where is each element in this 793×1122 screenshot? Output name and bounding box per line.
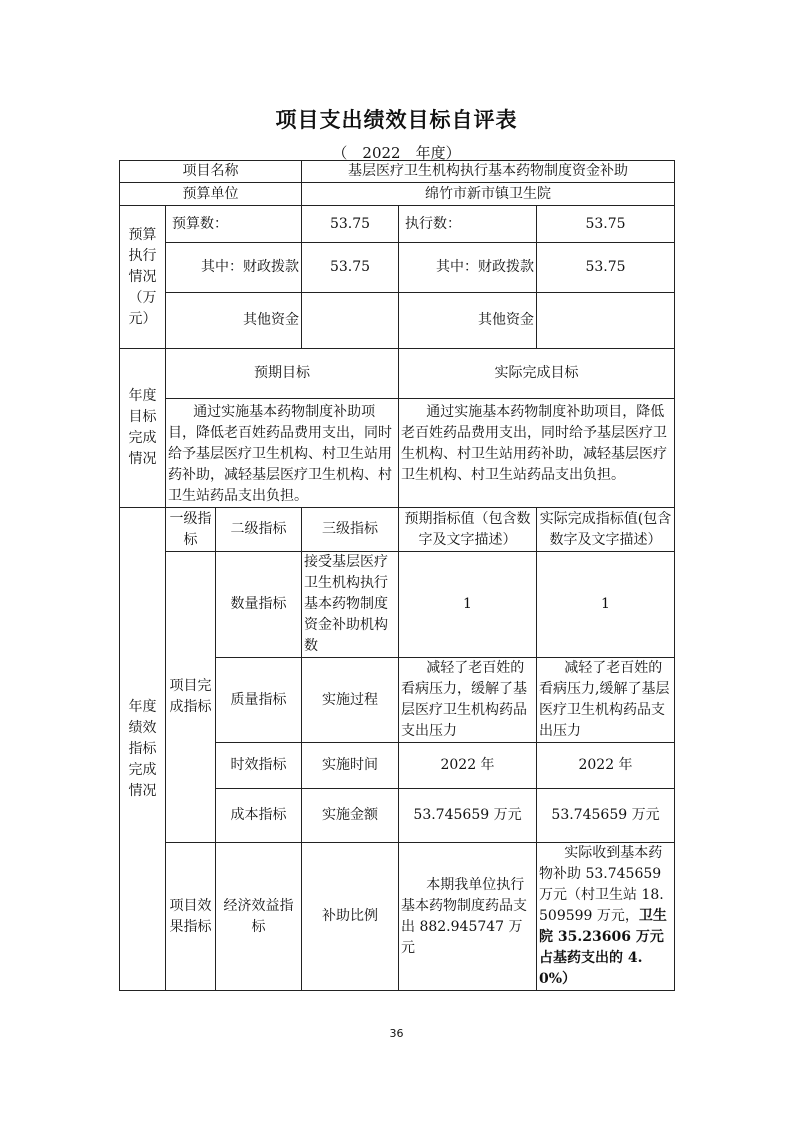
other-funds-exec-value bbox=[537, 293, 675, 349]
project-name-label: 项目名称 bbox=[120, 161, 302, 183]
row-timeliness-actual: 2022 年 bbox=[537, 743, 675, 789]
expected-goal-text: 通过实施基本药物制度补助项目，降低老百姓药品费用支出，同时给予基层医疗卫生机构、村卫生站用药补助，减轻基层医疗卫生机构、村卫生站药品支出负担。 bbox=[166, 399, 399, 508]
row-economic-expected: 本期我单位执行基本药物制度药品支出 882.945747 万元 bbox=[399, 843, 537, 991]
row-economic-actual-part1: 实际收到基本药物补助 53.745659 万元（村卫生站 18.509599 万元， bbox=[539, 845, 664, 924]
budget-amount-label: 预算数： bbox=[166, 206, 302, 243]
row-economic-actual-part2: 卫生院 35.23606 万元占基药支出的 4.0%） bbox=[539, 908, 667, 987]
output-indicator-label: 项目完成指标 bbox=[166, 552, 216, 843]
finance-label-budget: 其中：财政拨款 bbox=[166, 243, 302, 293]
row-economic-level2: 经济效益指标 bbox=[216, 843, 302, 991]
header-level1: 一级指标 bbox=[166, 508, 216, 552]
row-quality-level2: 质量指标 bbox=[216, 658, 302, 743]
header-level2: 二级指标 bbox=[216, 508, 302, 552]
header-expected: 预期指标值（包含数字及文字描述） bbox=[399, 508, 537, 552]
expected-goal-header: 预期目标 bbox=[166, 349, 399, 399]
row-cost-level2: 成本指标 bbox=[216, 789, 302, 843]
other-funds-label-budget: 其他资金 bbox=[166, 293, 302, 349]
row-quantity-level2: 数量指标 bbox=[216, 552, 302, 658]
budget-section-label: 预算执行情况（万元） bbox=[120, 206, 166, 349]
finance-label-exec: 其中：财政拨款 bbox=[399, 243, 537, 293]
actual-goal-text: 通过实施基本药物制度补助项目，降低老百姓药品费用支出，同时给予基层医疗卫生机构、村卫生站用药补助，减轻基层医疗卫生机构、村卫生站药品支出负担。 bbox=[399, 399, 675, 508]
row-quantity-actual: 1 bbox=[537, 552, 675, 658]
finance-budget-value: 53.75 bbox=[302, 243, 399, 293]
exec-amount-value: 53.75 bbox=[537, 206, 675, 243]
row-timeliness-level2: 时效指标 bbox=[216, 743, 302, 789]
row-economic-actual bbox=[537, 843, 675, 991]
header-level3: 三级指标 bbox=[302, 508, 399, 552]
actual-goal-header: 实际完成目标 bbox=[399, 349, 675, 399]
row-timeliness-level3: 实施时间 bbox=[302, 743, 399, 789]
exec-amount-label: 执行数： bbox=[399, 206, 537, 243]
page-number: 36 bbox=[389, 1027, 404, 1040]
perf-section-label: 年度绩效指标完成情况 bbox=[120, 508, 166, 991]
row-quality-actual: 减轻了老百姓的看病压力,缓解了基层医疗卫生机构药品支出压力 bbox=[537, 658, 675, 743]
row-cost-level3: 实施金额 bbox=[302, 789, 399, 843]
annual-goal-label: 年度目标完成情况 bbox=[120, 349, 166, 508]
other-funds-budget-value bbox=[302, 293, 399, 349]
header-actual: 实际完成指标值(包含数字及文字描述） bbox=[537, 508, 675, 552]
finance-exec-value: 53.75 bbox=[537, 243, 675, 293]
row-quality-level3: 实施过程 bbox=[302, 658, 399, 743]
page-title: 项目支出绩效目标自评表 bbox=[275, 108, 518, 132]
row-cost-actual: 53.745659 万元 bbox=[537, 789, 675, 843]
budget-unit-label: 预算单位 bbox=[120, 183, 302, 206]
row-quantity-expected: 1 bbox=[399, 552, 537, 658]
row-economic-level3: 补助比例 bbox=[302, 843, 399, 991]
budget-unit-value: 绵竹市新市镇卫生院 bbox=[302, 183, 675, 206]
row-quality-expected: 减轻了老百姓的看病压力，缓解了基层医疗卫生机构药品支出压力 bbox=[399, 658, 537, 743]
effect-indicator-label: 项目效果指标 bbox=[166, 843, 216, 991]
project-name-value: 基层医疗卫生机构执行基本药物制度资金补助 bbox=[302, 161, 675, 183]
evaluation-table bbox=[119, 160, 675, 991]
year-subtitle: （ 2022 年度） bbox=[332, 144, 461, 162]
row-quantity-level3: 接受基层医疗卫生机构执行基本药物制度资金补助机构数 bbox=[302, 552, 399, 658]
row-timeliness-expected: 2022 年 bbox=[399, 743, 537, 789]
row-cost-expected: 53.745659 万元 bbox=[399, 789, 537, 843]
budget-amount-value: 53.75 bbox=[302, 206, 399, 243]
other-funds-label-exec: 其他资金 bbox=[399, 293, 537, 349]
